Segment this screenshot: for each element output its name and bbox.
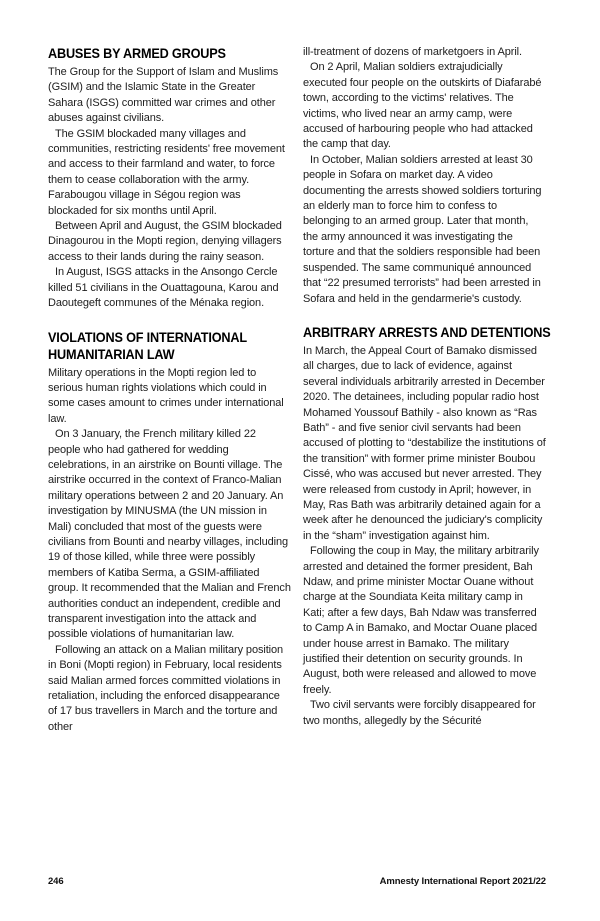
paragraph: Two civil servants were forcibly disappeared for two months, allegedly by the Sécurité	[303, 699, 536, 727]
right-column	[303, 45, 551, 735]
paragraph: In August, ISGS attacks in the Ansongo Cercle killed 51 civilians in the Ouattagouna, Karou and Daoutegeft communes of the Ménaka region.	[48, 266, 279, 310]
left-column	[48, 45, 291, 735]
section-heading-arbitrary-arrests-and-detentions: ARBITRARY ARRESTS AND DETENTIONS	[303, 324, 551, 340]
paragraph: On 3 January, the French military killed 22 people who had gathered for wedding celebrations, in an airstrike on Bounti village. The airstrike occurred in the context of Franco-Malian military operations between 2 and 20 January. An investigation by MINUSMA (the UN mission in Mali) concluded that most of the guests were civilians from Bounti and nearby villages, including 19 of those killed, while three were possibly members of Katiba Serma, a GSIM-affiliated group. It recommended that the Malian and French authorities conduct an independent, credible and transparent investigation into the attack and possible violations of humanitarian law.	[48, 428, 291, 641]
paragraph: The GSIM blockaded many villages and communities, restricting residents' free movement and access to their farmland and water, to force them to cease collaboration with the army. Farabougou village in Ségou region was blockaded for six months until April.	[48, 127, 285, 217]
paragraph: Military operations in the Mopti region led to serious human rights violations which could in some cases amount to crimes under international law.	[48, 366, 284, 425]
paragraph: The Group for the Support of Islam and Muslims (GSIM) and the Islamic State in the Greater Sahara (ISGS) committed war crimes and other abuses against civilians.	[48, 66, 279, 125]
paragraph: Between April and August, the GSIM blockaded Dinagourou in the Mopti region, denying villagers access to their lands during the rainy season.	[48, 220, 282, 263]
page-footer	[48, 876, 546, 887]
paragraph: In October, Malian soldiers arrested at least 30 people in Sofara on market day. A video documenting the arrests showed soldiers torturing an elderly man to force him to confess to belonging to an armed group. Later that month, the army announced it was investigating the torture and that the soldiers responsible had been suspended. The same communiqué announced that “22 presumed terrorists” had been arrested in Sofara and held in the gendarmerie's custody.	[303, 153, 542, 305]
paragraph: ill-treatment of dozens of marketgoers in April.	[303, 46, 522, 58]
paragraph: Following the coup in May, the military arbitrarily arrested and detained the former president, Bah Ndaw, and prime minister Moctar Ouane without charge at the Soundiata Keita military camp in Kati; after a few days, Bah Ndaw was transferred to Camp A in Bamako, and Moctar Ouane placed under house arrest in Bamako. The military justified their detention on security grounds. In August, both were released and allowed to move freely.	[303, 545, 539, 696]
paragraph: Following an attack on a Malian military position in Boni (Mopti region) in February, local residents said Malian armed forces committed violations in retaliation, including the enforced disappearance of 17 bus travellers in March and the torture and other	[48, 643, 284, 733]
page-number: 246	[48, 876, 64, 887]
section-heading-abuses-by-armed-groups: ABUSES BY ARMED GROUPS	[48, 46, 226, 61]
page-content	[48, 45, 551, 735]
section-heading-violations-of-international-humanitarian-law: VIOLATIONS OF INTERNATIONAL HUMANITARIAN LAW	[48, 329, 247, 362]
footer-report-title: Amnesty International Report 2021/22	[379, 876, 546, 887]
paragraph: In March, the Appeal Court of Bamako dismissed all charges, due to lack of evidence, against several individuals arbitrarily arrested in December 2020. The detainees, including popular radio host Mohamed Youssouf Bathily - also known as “Ras Bath” - and five senior civil servants had been accused of plotting to “destabilize the institutions of the transition” with former prime minister Boubou Cissé, who was accused but never arrested. They were released from custody in April; however, in May, Ras Bath was arbitrarily detained again for a week after he denounced the judiciary's complicity in the “sham” investigation against him.	[303, 344, 546, 542]
paragraph: On 2 April, Malian soldiers extrajudicially executed four people on the outskirts of Diafarabé town, according to the victims' relatives. The victims, who lived near an army camp, were accused of harbouring people who had attacked the camp that day.	[303, 61, 542, 151]
